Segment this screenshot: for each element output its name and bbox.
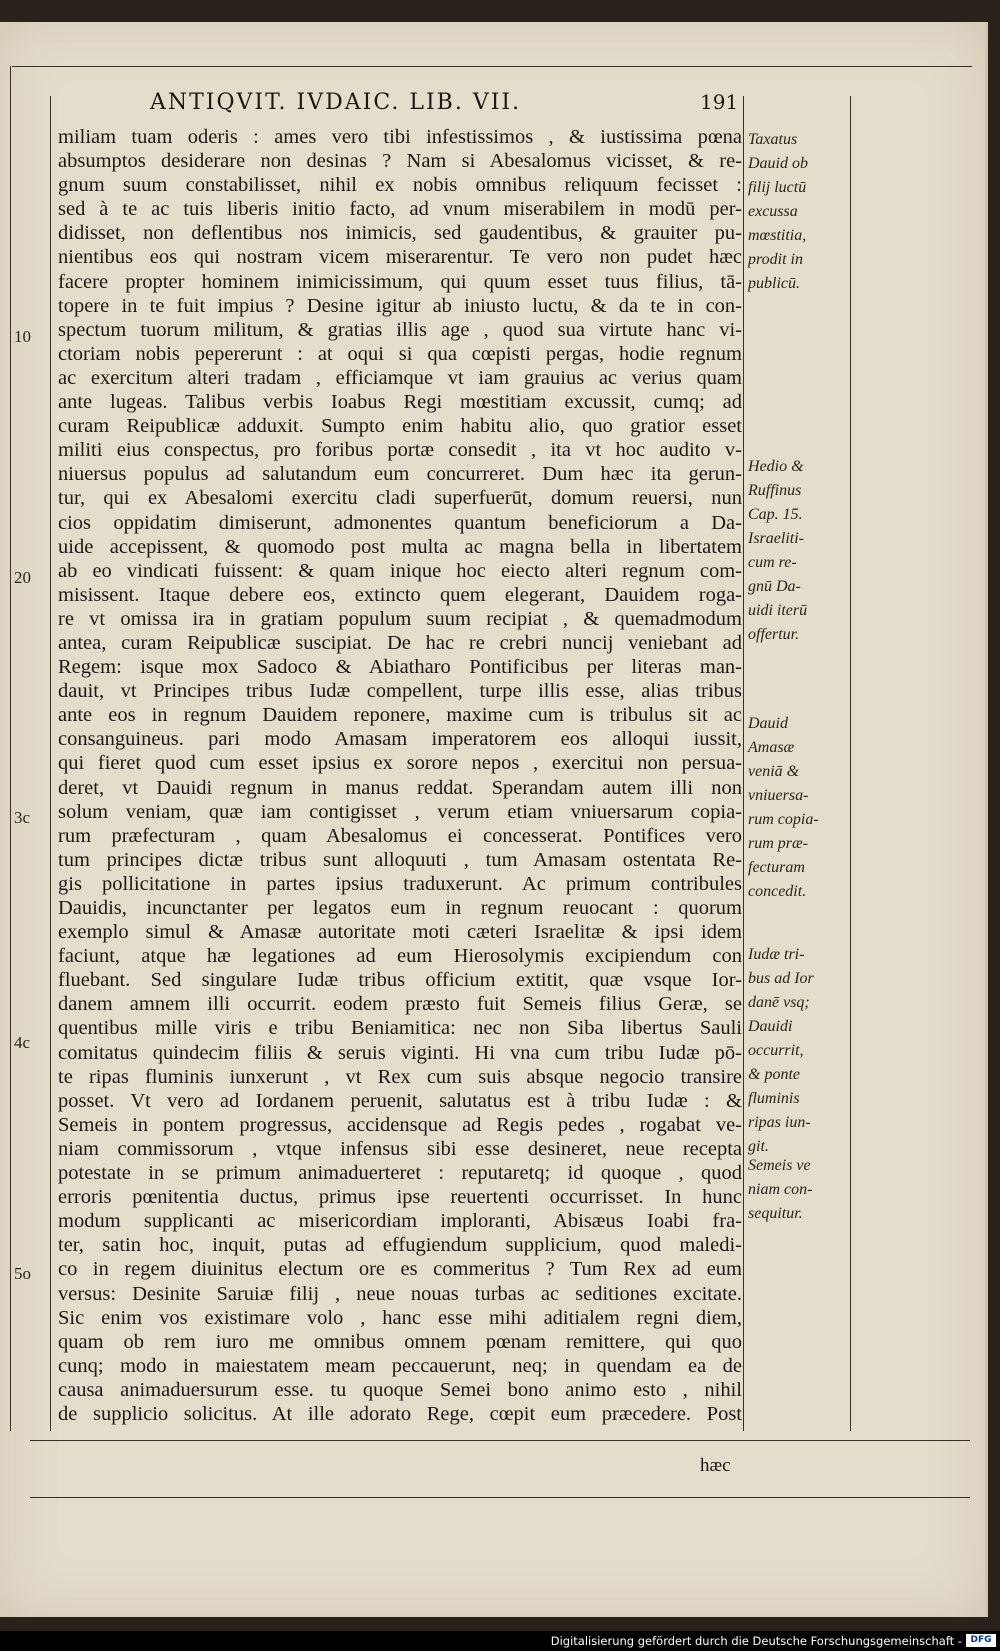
marginal-note bbox=[748, 128, 844, 296]
text-line: Sic enim vos existimare volo , hanc esse mihi aditialem regni diem, bbox=[58, 1306, 742, 1329]
text-line: erroris pœnitentia ductus, primus ipse reuertenti occurrisset. In hunc bbox=[58, 1186, 742, 1209]
text-line: ante eos in regnum Dauidem reponere, maxime cum is tribulus sit ac bbox=[58, 704, 742, 727]
text-line: Regem: isque mox Sadoco & Abiatharo Pontificibus per literas man- bbox=[58, 656, 742, 679]
marginal-note-line: sequitur. bbox=[748, 1205, 803, 1222]
text-line: ante lugeas. Talibus verbis Ioabus Regi mœstitiam excussit, cumq; ad bbox=[58, 391, 742, 414]
text-line: ac exercitum alteri tradam , efficiamque vt iam grauius ac verius quam bbox=[58, 366, 742, 389]
text-line: Semeis in pontem progressus, accidensque ad Regis pedes , rogabat ve- bbox=[58, 1113, 742, 1136]
text-line: facere propter hominem inimicissimum, qui quum esset tuus filius, tā- bbox=[58, 270, 742, 293]
marginal-note-line: Amasæ bbox=[748, 739, 795, 756]
text-line: causa animaduersurum esse. tu quoque Semei bono animo esto , nihil bbox=[58, 1378, 742, 1401]
marginal-note-line: excussa bbox=[748, 203, 798, 220]
marginal-note-line: veniā & bbox=[748, 763, 800, 780]
text-line: absumptos desiderare non desinas ? Nam si Abesalomus vicisset, & re- bbox=[58, 150, 742, 173]
line-number: 4c bbox=[14, 1033, 31, 1052]
text-line: ab eo vindicati fuissent: & quam inique hoc eiecto alteri regnum com- bbox=[58, 559, 742, 582]
catchword: hæc bbox=[700, 1455, 731, 1476]
text-line: comitatus quindecim filiis & seruis viginti. Hi vna cum tribu Iudæ pō- bbox=[58, 1041, 742, 1064]
line-number: 5o bbox=[14, 1264, 31, 1283]
footer-rule bbox=[30, 1497, 970, 1498]
text-line: tur, qui ex Abesalomi exercitu cladi superfuerūt, domum reuersi, nun bbox=[58, 487, 742, 510]
text-line: didisset, non deflentibus nos inimicis, sed gaudentibus, & grauiter pu- bbox=[58, 222, 742, 245]
text-line: posset. Vt vero ad Iordanem peruenit, salutatus est à tribu Iudæ : & bbox=[58, 1089, 742, 1112]
text-left-rule bbox=[50, 96, 51, 1431]
text-line: fluebant. Sed singulare Iudæ tribus officium extitit, quæ vsque Ior- bbox=[58, 969, 742, 992]
text-line: antea, curam Reipublicæ suscipiat. De hac re crebri nuncij veniebant ad bbox=[58, 631, 742, 654]
marginal-note-line: mœstitia, bbox=[748, 227, 807, 244]
marginal-note-line: Dauid ob bbox=[748, 155, 808, 172]
marginal-note-line: prodit in bbox=[748, 251, 803, 268]
text-line: modum supplicanti ac misericordiam imploranti, Abisæus Ioabi fra- bbox=[58, 1210, 742, 1233]
text-line: miliam tuam oderis : ames vero tibi infestissimos , & iustissima pœna bbox=[58, 126, 742, 148]
text-line: militi eius conspectus, pro foribus portæ consedit , ita vt hoc audito v- bbox=[58, 439, 742, 462]
text-line: niam commissorum , vtque infensus sibi esse desineret, neue recepta bbox=[58, 1137, 742, 1160]
marginal-note-line: offertur. bbox=[748, 626, 800, 643]
marginal-note-line: uidi iterū bbox=[748, 602, 808, 619]
marginal-note-line: Semeis ve bbox=[748, 1157, 811, 1174]
text-line: faciunt, atque hæ legationes ad eum Hierosolymis excipiendum con bbox=[58, 945, 742, 968]
marginal-note-line: rum copia- bbox=[748, 811, 819, 828]
marginal-note-line: git. bbox=[748, 1138, 769, 1155]
marginal-note-line: niam con- bbox=[748, 1181, 813, 1198]
marginal-note-line: filij luctū bbox=[748, 179, 807, 196]
outer-margin-rule bbox=[10, 66, 11, 1431]
marginal-note-line: Taxatus bbox=[748, 131, 798, 148]
marginal-note bbox=[748, 712, 844, 904]
text-line: cunq; modo in maiestatem meam peccauerunt, neq; in quendam ea de bbox=[58, 1354, 742, 1377]
marginal-note-line: & ponte bbox=[748, 1066, 800, 1083]
text-line: gnum suum constabilisset, nihil ex nobis omnibus reliquum fecisset : bbox=[58, 174, 742, 197]
text-line: topere in te fuit impius ? Desine igitur ab iniusto luctu, & da te in con- bbox=[58, 294, 742, 317]
text-line: nientibus eos qui nostram vicem miserarentur. Te vero non pudet hæc bbox=[58, 246, 742, 269]
marginal-note bbox=[748, 455, 844, 647]
text-line: Dauidis, incunctanter per legatos eum in regnum reuocant : quorum bbox=[58, 897, 742, 919]
text-line: sed à te ac tuis liberis initio facto, ad vnum miserabilem in modū per- bbox=[58, 198, 742, 221]
marginal-note-line: Dauidi bbox=[748, 1018, 793, 1035]
footer-credit: Digitalisierung gefördert durch die Deutsche Forschungsgemeinschaft - bbox=[550, 1634, 962, 1648]
text-line: consanguineus. pari modo Amasam imperatorem eos alloqui iussit, bbox=[58, 728, 742, 751]
text-line: potestate in se primum animaduerteret : reputaretq; id quoque , quod bbox=[58, 1162, 742, 1185]
text-line: exemplo simul & Amasæ autoritate moti cæteri Israelitæ & ipsi idem bbox=[58, 921, 742, 944]
text-line: uide accepissent, & quomodo post multa ac magna bella in libertatem bbox=[58, 535, 742, 558]
marginal-note-line: Hedio & bbox=[748, 458, 804, 475]
marginal-note-line: Cap. 15. bbox=[748, 506, 803, 523]
text-line: gis pollicitatione in partes ipsius traduxerunt. Ac primum contribules bbox=[58, 872, 742, 895]
marginal-note-line: danē vsq; bbox=[748, 994, 810, 1011]
text-line: te ripas fluminis iunxerunt , vt Rex cum suis absque negocio transire bbox=[58, 1065, 742, 1088]
text-line: danem amnem illi occurrit. eodem præsto fuit Semeis filius Geræ, se bbox=[58, 993, 742, 1016]
text-line: rum præfecturam , quam Abesalomus ei concesserat. Pontifices vero bbox=[58, 824, 742, 847]
marginal-note-line: fecturam bbox=[748, 859, 805, 876]
text-line: ctoriam nobis pepererunt : at oqui si qua cœpisti pergas, hodie regnum bbox=[58, 342, 742, 365]
marginal-note-line: Ruffinus bbox=[748, 482, 802, 499]
text-line: quentibus mille viris e tribu Beniamitica: nec non Siba libertus Sauli bbox=[58, 1017, 742, 1040]
running-title: ANTIQVIT. IVDAIC. LIB. VII. bbox=[150, 90, 522, 115]
marginal-note-line: rum præ- bbox=[748, 835, 809, 852]
marginal-right-rule bbox=[850, 96, 851, 1431]
line-number: 3c bbox=[14, 808, 31, 827]
page-number: 191 bbox=[700, 90, 739, 114]
text-line: misissent. Itaque debere eos, extincto quem elegerant, Dauidem roga- bbox=[58, 583, 742, 606]
marginal-note-line: Israeliti- bbox=[748, 530, 804, 547]
marginal-note-line: publicū. bbox=[748, 275, 800, 292]
marginal-note-line: Iudæ tri- bbox=[748, 946, 805, 963]
marginal-note-line: ripas iun- bbox=[748, 1114, 811, 1131]
text-line: ter, satin hoc, inquit, putas ad effugiendum supplicium, quod maledi- bbox=[58, 1234, 742, 1257]
marginal-note-line: bus ad Ior bbox=[748, 970, 814, 987]
text-line: de supplicio solicitus. At ille adorato Rege, cœpit eum præcedere. Post bbox=[58, 1402, 742, 1425]
text-line: qui fieret quod cum esset ipsius ex sorore nepos , exercitui non persua- bbox=[58, 752, 742, 775]
text-line: curam Reipublicæ adduxit. Sumpto enim habitu alio, quo gratior esset bbox=[58, 415, 742, 438]
text-line: spectum tuorum militum, & gratias illis age , quod sua virtute hanc vi- bbox=[58, 318, 742, 341]
line-number: 20 bbox=[14, 568, 31, 587]
marginal-note-line: occurrit, bbox=[748, 1042, 804, 1059]
text-line: solum veniam, quæ iam contigisset , verum etiam vniuersarum copia- bbox=[58, 800, 742, 823]
text-line: cios oppidatim dimiserunt, admonentes quantum beneficiorum a Da- bbox=[58, 511, 742, 534]
text-line: co in regem diuinitus electum ore es commeritus ? Tum Rex ad eum bbox=[58, 1258, 742, 1281]
text-right-rule bbox=[743, 96, 744, 1431]
marginal-note-line: vniuersa- bbox=[748, 787, 809, 804]
marginal-note-line: Dauid bbox=[748, 715, 788, 732]
text-line: niuersus populus ad salutandum eum concurreret. Dum hæc ita gerun- bbox=[58, 463, 742, 486]
digitization-footer bbox=[0, 1631, 1000, 1651]
text-line: deret, vt Dauidi regnum in manus reddat. Sperandam autem illi non bbox=[58, 776, 742, 799]
text-line: tum principes dictæ tribus sunt alloquuti , tum Amasam ostentata Re- bbox=[58, 848, 742, 871]
line-number: 10 bbox=[14, 327, 31, 346]
marginal-note bbox=[748, 943, 844, 1159]
dfg-logo: DFG bbox=[966, 1634, 996, 1647]
text-line: re vt omissa ira in gratiam populum suum recipiat , & quemadmodum bbox=[58, 607, 742, 630]
marginal-note bbox=[748, 1154, 844, 1226]
marginal-note-line: fluminis bbox=[748, 1090, 800, 1107]
text-line: quam ob rem iuro me omnibus omnem pœnam remittere, qui quo bbox=[58, 1330, 742, 1353]
marginal-note-line: gnū Da- bbox=[748, 578, 801, 595]
header-rule bbox=[12, 66, 972, 67]
marginal-note-line: concedit. bbox=[748, 883, 807, 900]
main-text-block bbox=[58, 125, 742, 1426]
text-bottom-rule bbox=[30, 1440, 970, 1441]
text-line: versus: Desinite Saruiæ filij , neue nouas turbas ac seditiones excitate. bbox=[58, 1282, 742, 1305]
marginal-note-line: cum re- bbox=[748, 554, 797, 571]
text-line: dauit, vt Principes tribus Iudæ compellent, turpe illis esse, alias tribus bbox=[58, 680, 742, 703]
